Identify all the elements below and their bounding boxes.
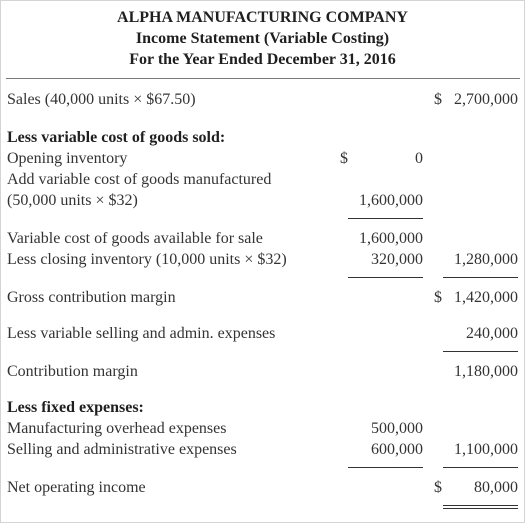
net-operating-income-amount: 80,000 (474, 479, 518, 496)
net-operating-income-currency: $ (434, 479, 442, 496)
vcogs-heading: Less variable cost of goods sold: (7, 129, 226, 146)
vcgm-units-label: (50,000 units × $32) (7, 192, 138, 209)
opening-inventory-label: Opening inventory (7, 150, 128, 167)
closing-inventory-underline (348, 277, 423, 278)
manufacturing-overhead-amount: 500,000 (371, 420, 423, 437)
closing-inventory-amount: 320,000 (371, 251, 423, 268)
fixed-total-underline (443, 467, 518, 468)
manufacturing-overhead-label: Manufacturing overhead expenses (7, 420, 227, 437)
sales-amount: 2,700,000 (454, 91, 518, 108)
vcogs-total-underline (443, 277, 518, 278)
net-income-double-underline-2 (443, 508, 518, 509)
net-income-double-underline-1 (443, 505, 518, 506)
gross-contribution-label: Gross contribution margin (7, 289, 176, 306)
add-vcgm-label: Add variable cost of goods manufactured (7, 171, 272, 188)
vcgm-underline (348, 218, 423, 219)
gross-contribution-currency: $ (434, 289, 442, 306)
opening-inventory-amount: 0 (415, 150, 423, 167)
vcgm-amount: 1,600,000 (359, 192, 423, 209)
vcogs-total: 1,280,000 (454, 251, 518, 268)
contribution-margin-amount: 1,180,000 (454, 363, 518, 380)
available-for-sale-amount: 1,600,000 (359, 230, 423, 247)
contribution-margin-label: Contribution margin (7, 363, 138, 380)
company-name: ALPHA MANUFACTURING COMPANY (117, 9, 408, 26)
gross-contribution-amount: 1,420,000 (454, 289, 518, 306)
variable-selling-underline (443, 351, 518, 352)
fixed-expenses-total: 1,100,000 (454, 441, 518, 458)
fixed-expenses-heading: Less fixed expenses: (7, 399, 144, 416)
net-operating-income-label: Net operating income (7, 479, 146, 496)
sales-currency: $ (434, 91, 442, 108)
closing-inventory-label: Less closing inventory (10,000 units × $32) (7, 251, 287, 268)
header-divider (6, 78, 520, 79)
variable-selling-label: Less variable selling and admin. expenses (7, 325, 276, 342)
selling-admin-amount: 600,000 (371, 441, 423, 458)
statement-period: For the Year Ended December 31, 2016 (129, 51, 396, 68)
selling-admin-label: Selling and administrative expenses (7, 441, 237, 458)
opening-inventory-currency: $ (340, 150, 348, 167)
variable-selling-amount: 240,000 (466, 325, 518, 342)
available-for-sale-label: Variable cost of goods available for sale (7, 230, 263, 247)
sales-label: Sales (40,000 units × $67.50) (7, 91, 196, 108)
selling-admin-underline (348, 467, 423, 468)
statement-title: Income Statement (Variable Costing) (135, 30, 390, 47)
